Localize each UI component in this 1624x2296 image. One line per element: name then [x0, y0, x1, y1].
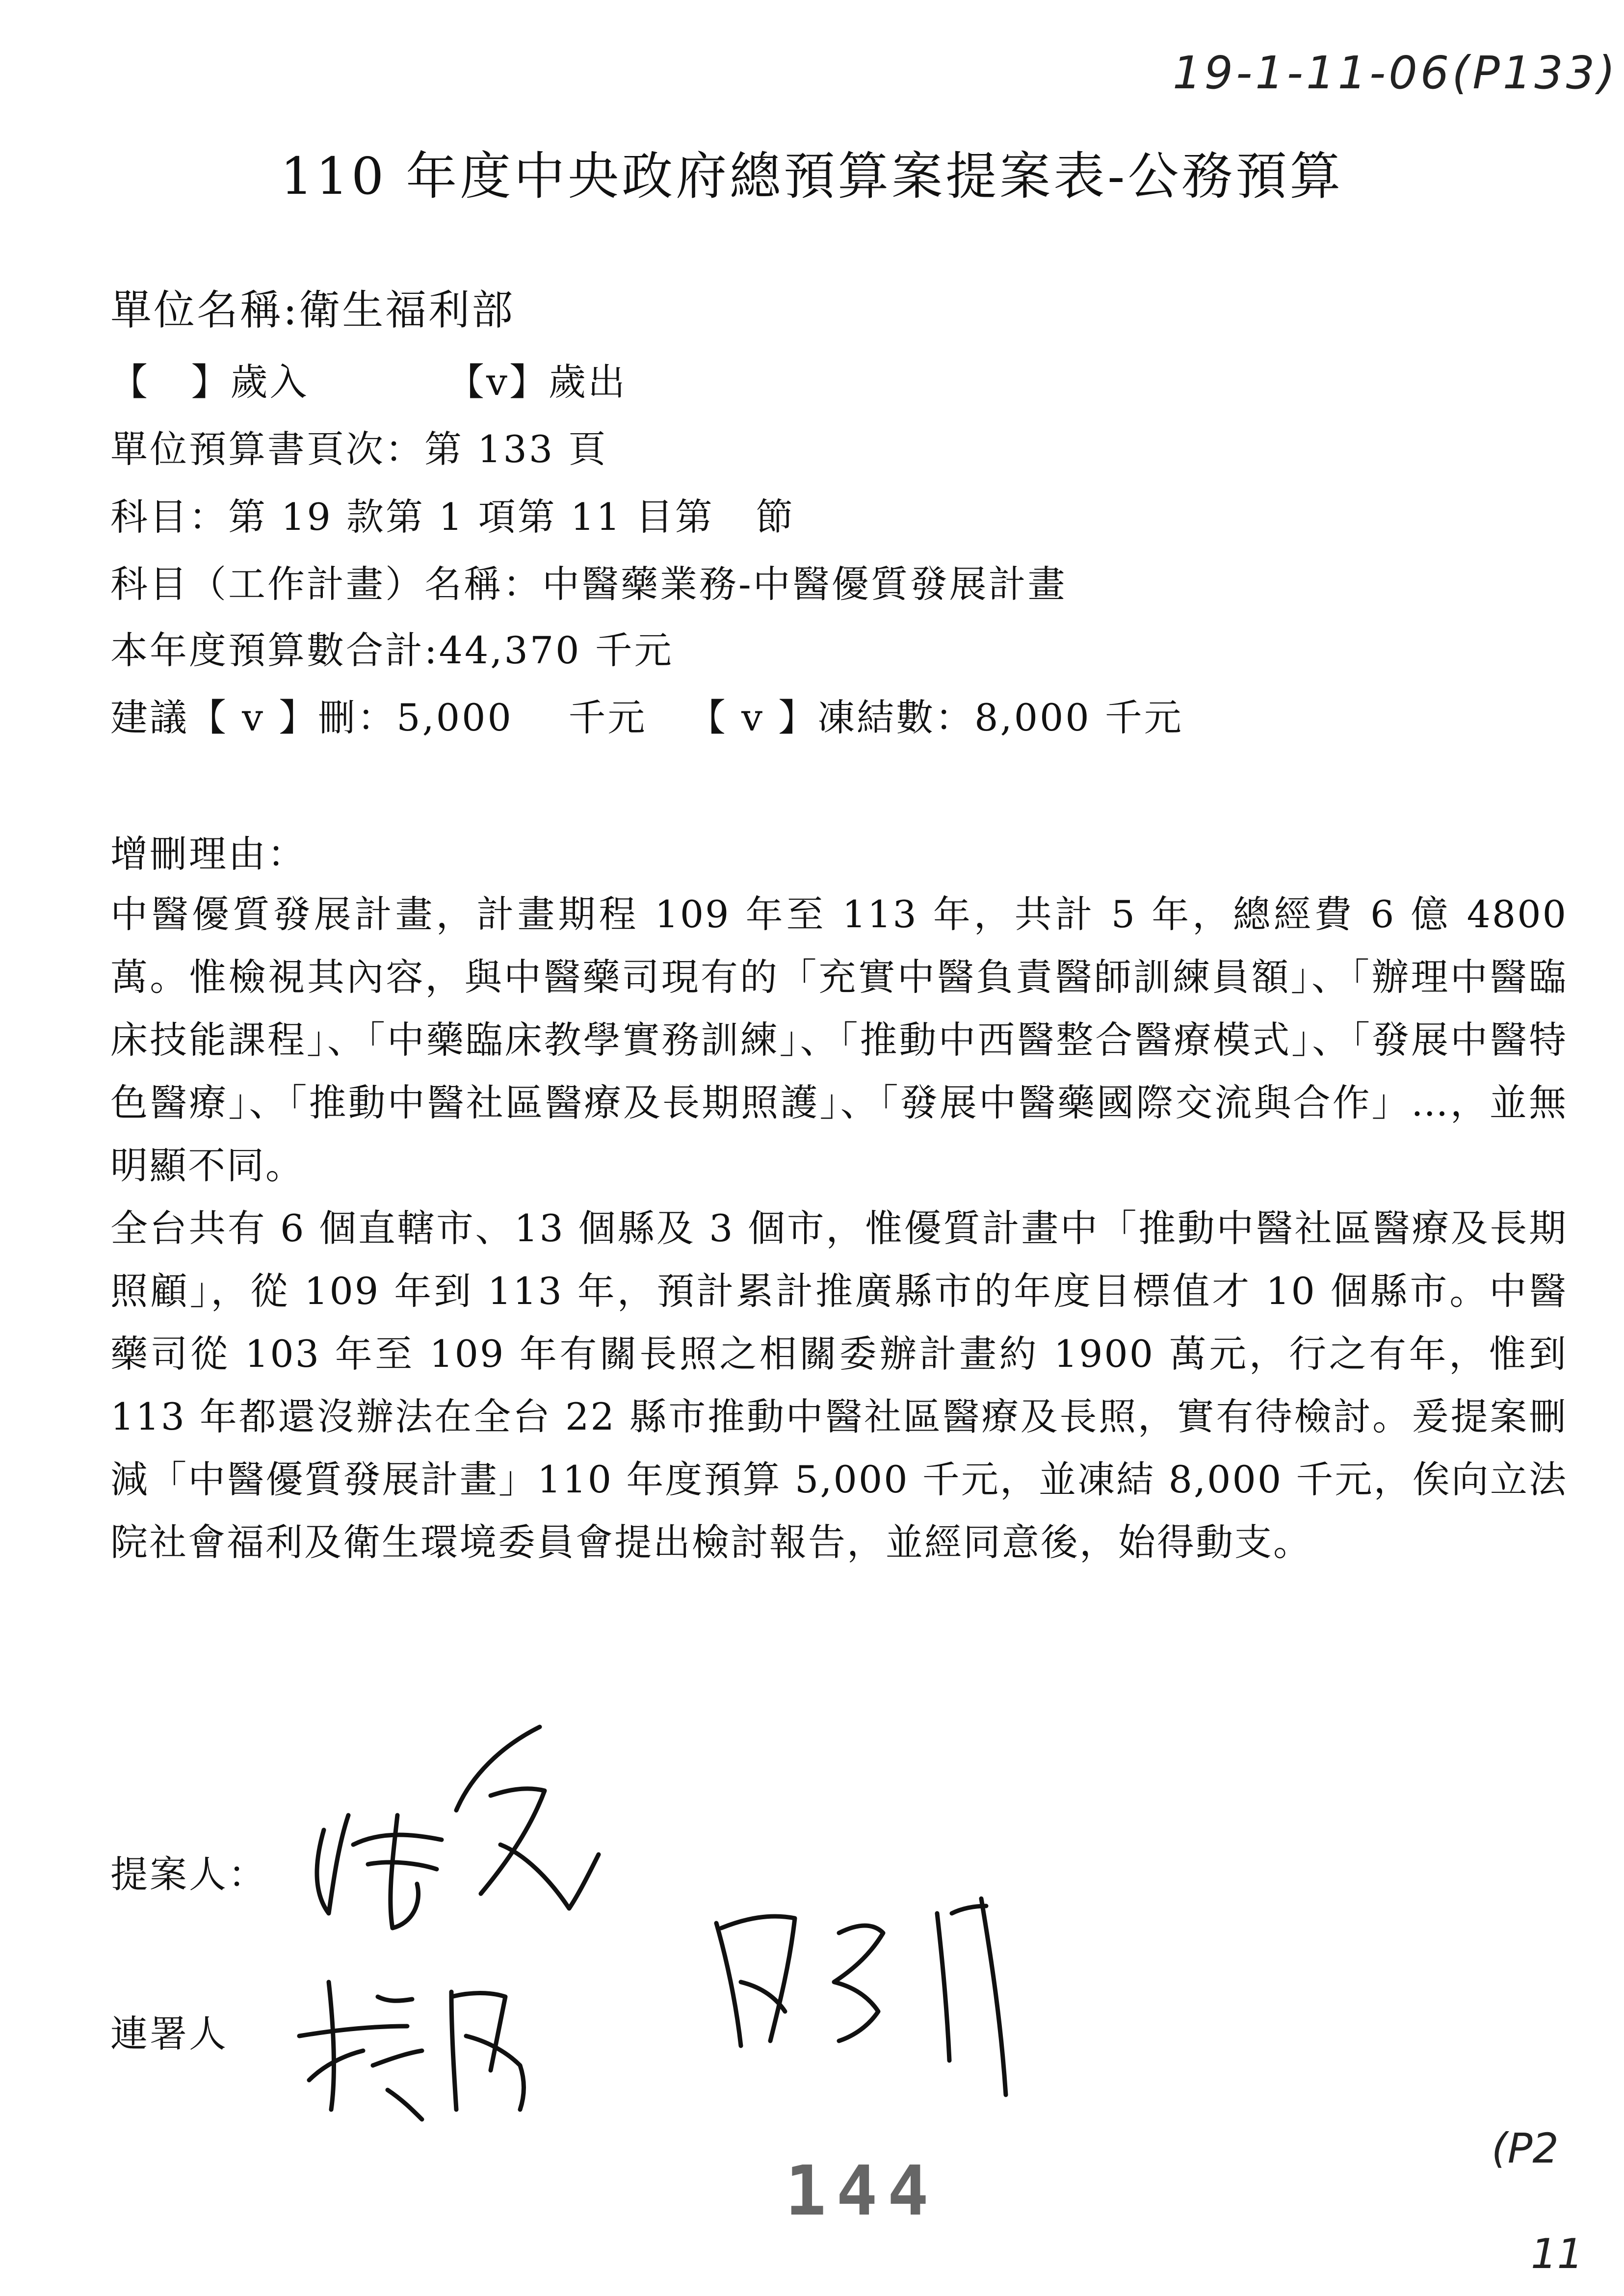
cosigner-signature-1: [289, 1953, 545, 2131]
suggestion: 建議【 v 】刪：5,000 千元 【 v 】凍結數：8,000 千元: [110, 696, 1183, 739]
reason-paragraph-2: 全台共有 6 個直轄市、13 個縣及 3 個市，惟優質計畫中「推動中醫社區醫療及長期照顧」，從 109 年到 113 年，預計累計推廣縣市的年度目標值才 10 個縣市。中醫藥司從 103 年至 109 年有關長照之相關委辦計畫約 1900 萬元，行之有年，惟到 113 年都還沒辦法在全台 22 縣市推動中醫社區醫療及長照，實有待檢討。爰提案刪減「中醫優質發展計畫」110 年度預算 5,000 千元，並凍結 8,000 千元，俟向立法院社會福利及衛生環境委員會提出檢討報告，並經同意後，始得動支。: [110, 1206, 1568, 1564]
reason-paragraph-1: 中醫優質發展計畫，計畫期程 109 年至 113 年，共計 5 年，總經費 6 億 4800 萬。惟檢視其內容，與中醫藥司現有的「充實中醫負責醫師訓練員額」、「辦理中醫臨床技能課程」、「中藥臨床教學實務訓練」、「推動中西醫整合醫療模式」、「發展中醫特色醫療」、「推動中醫社區醫療及長期照護」、「發展中醫藥國際交流與合作」…，並無明顯不同。: [110, 892, 1568, 1187]
budget-page: 單位預算書頁次：第 133 頁: [110, 427, 608, 471]
proposer-label: 提案人：: [110, 1852, 267, 1896]
subject-name: 科目（工作計畫）名稱：中醫藥業務-中醫優質發展計畫: [110, 562, 1067, 606]
margin-note-page: (P2: [1492, 2124, 1559, 2172]
cosigner-signature-2: [707, 1884, 1060, 2112]
page-stamp: 144: [785, 2151, 939, 2231]
revenue-expense-choice: 【 】歲入 【v】歲出: [110, 360, 627, 404]
cosigner-label: 連署人: [110, 2012, 228, 2056]
reason-heading: 增刪理由：: [110, 832, 307, 876]
unit-name: 單位名稱:衛生福利部: [110, 286, 515, 334]
margin-note-number: 11: [1531, 2230, 1583, 2278]
total-budget: 本年度預算數合計:44,370 千元: [110, 628, 674, 672]
proposer-signature: [294, 1717, 638, 1955]
document-reference-note: 19-1-11-06(P133): [1173, 47, 1619, 99]
page-title: 110 年度中央政府總預算案提案表-公務預算: [280, 146, 1344, 206]
subject: 科目：第 19 款第 1 項第 11 目第 節: [110, 495, 795, 539]
